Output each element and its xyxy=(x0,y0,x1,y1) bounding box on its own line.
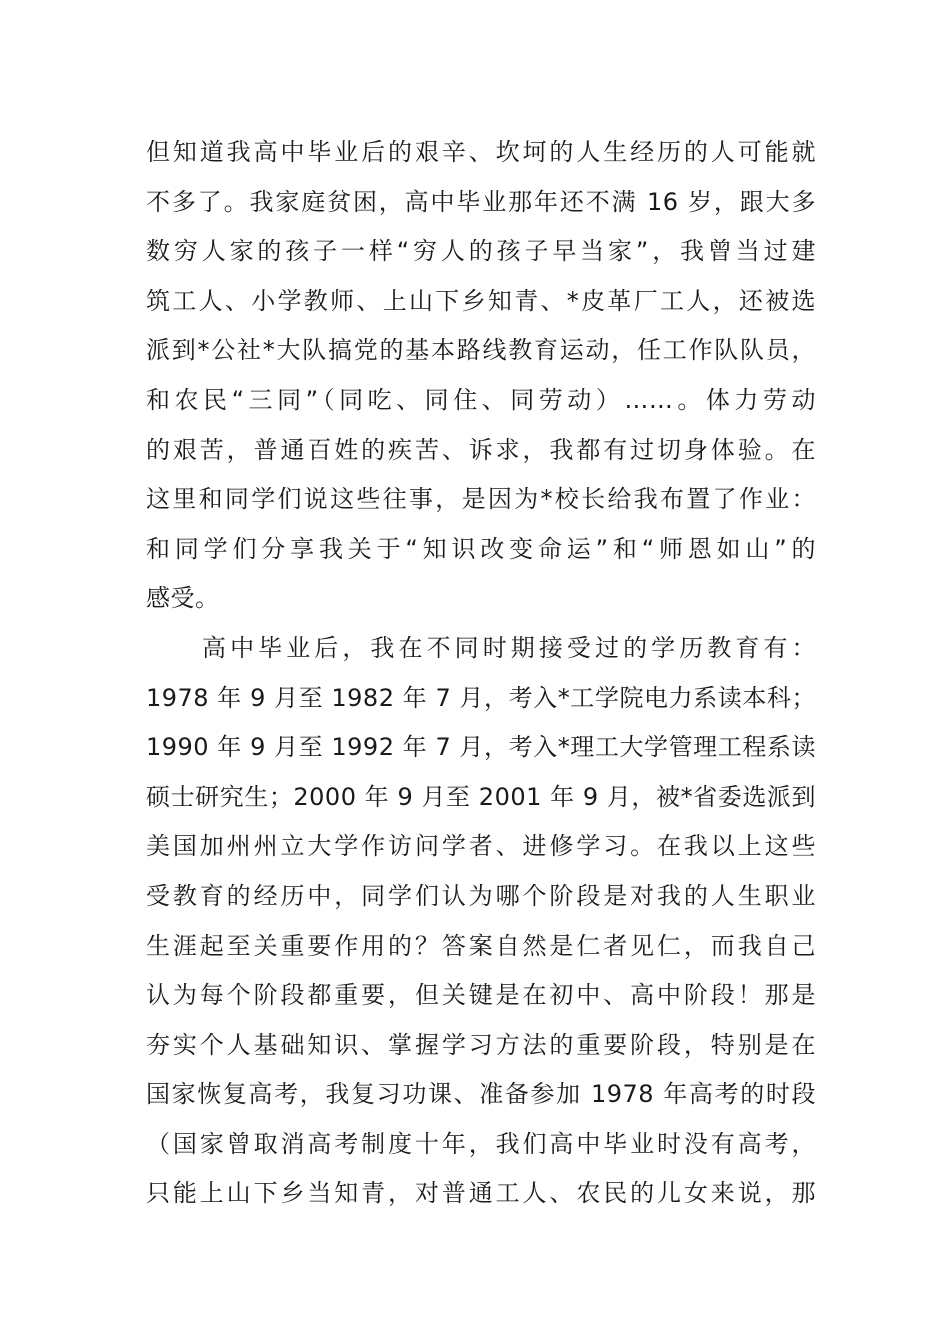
text-line: 硕士研究生；2000 年 9 月至 2001 年 9 月，被*省委选派到 xyxy=(146,782,816,811)
text-line: 夯实个人基础知识、掌握学习方法的重要阶段，特别是在 xyxy=(146,1030,816,1059)
paragraph-1 xyxy=(146,128,816,624)
text-line: 美国加州州立大学作访问学者、进修学习。在我以上这些 xyxy=(146,832,816,861)
body-text xyxy=(146,128,816,1219)
text-line: 的艰苦，普通百姓的疾苦、诉求，我都有过切身体验。在 xyxy=(146,435,816,464)
text-line: 但知道我高中毕业后的艰辛、坎坷的人生经历的人可能就 xyxy=(146,138,816,166)
text-line: 感受。 xyxy=(146,584,220,613)
text-line: 和同学们分享我关于“知识改变命运”和“师恩如山”的 xyxy=(146,534,816,563)
text-line: 高中毕业后，我在不同时期接受过的学历教育有： xyxy=(202,633,816,662)
text-line: 这里和同学们说这些往事，是因为*校长给我布置了作业： xyxy=(146,485,816,514)
text-line: 筑工人、小学教师、上山下乡知青、*皮革厂工人，还被选 xyxy=(146,286,816,315)
text-line: 国家恢复高考，我复习功课、准备参加 1978 年高考的时段 xyxy=(146,1080,816,1109)
text-line: （国家曾取消高考制度十年，我们高中毕业时没有高考， xyxy=(146,1129,816,1158)
text-line: 不多了。我家庭贫困，高中毕业那年还不满 16 岁，跟大多 xyxy=(146,187,816,216)
text-line: 1978 年 9 月至 1982 年 7 月，考入*工学院电力系读本科； xyxy=(146,683,816,712)
text-line: 和农民“三同”（同吃、同住、同劳动）……。体力劳动 xyxy=(146,385,816,414)
text-line: 生涯起至关重要作用的？答案自然是仁者见仁，而我自己 xyxy=(146,931,816,960)
paragraph-2 xyxy=(146,624,816,1219)
text-line: 受教育的经历中，同学们认为哪个阶段是对我的人生职业 xyxy=(146,881,816,910)
text-line: 数穷人家的孩子一样“穷人的孩子早当家”，我曾当过建 xyxy=(146,237,816,266)
text-line: 派到*公社*大队搞党的基本路线教育运动，任工作队队员， xyxy=(146,336,816,365)
text-line: 认为每个阶段都重要，但关键是在初中、高中阶段！那是 xyxy=(146,981,816,1010)
text-line: 1990 年 9 月至 1992 年 7 月，考入*理工大学管理工程系读 xyxy=(146,733,816,762)
text-line: 只能上山下乡当知青，对普通工人、农民的儿女来说，那 xyxy=(146,1179,816,1208)
